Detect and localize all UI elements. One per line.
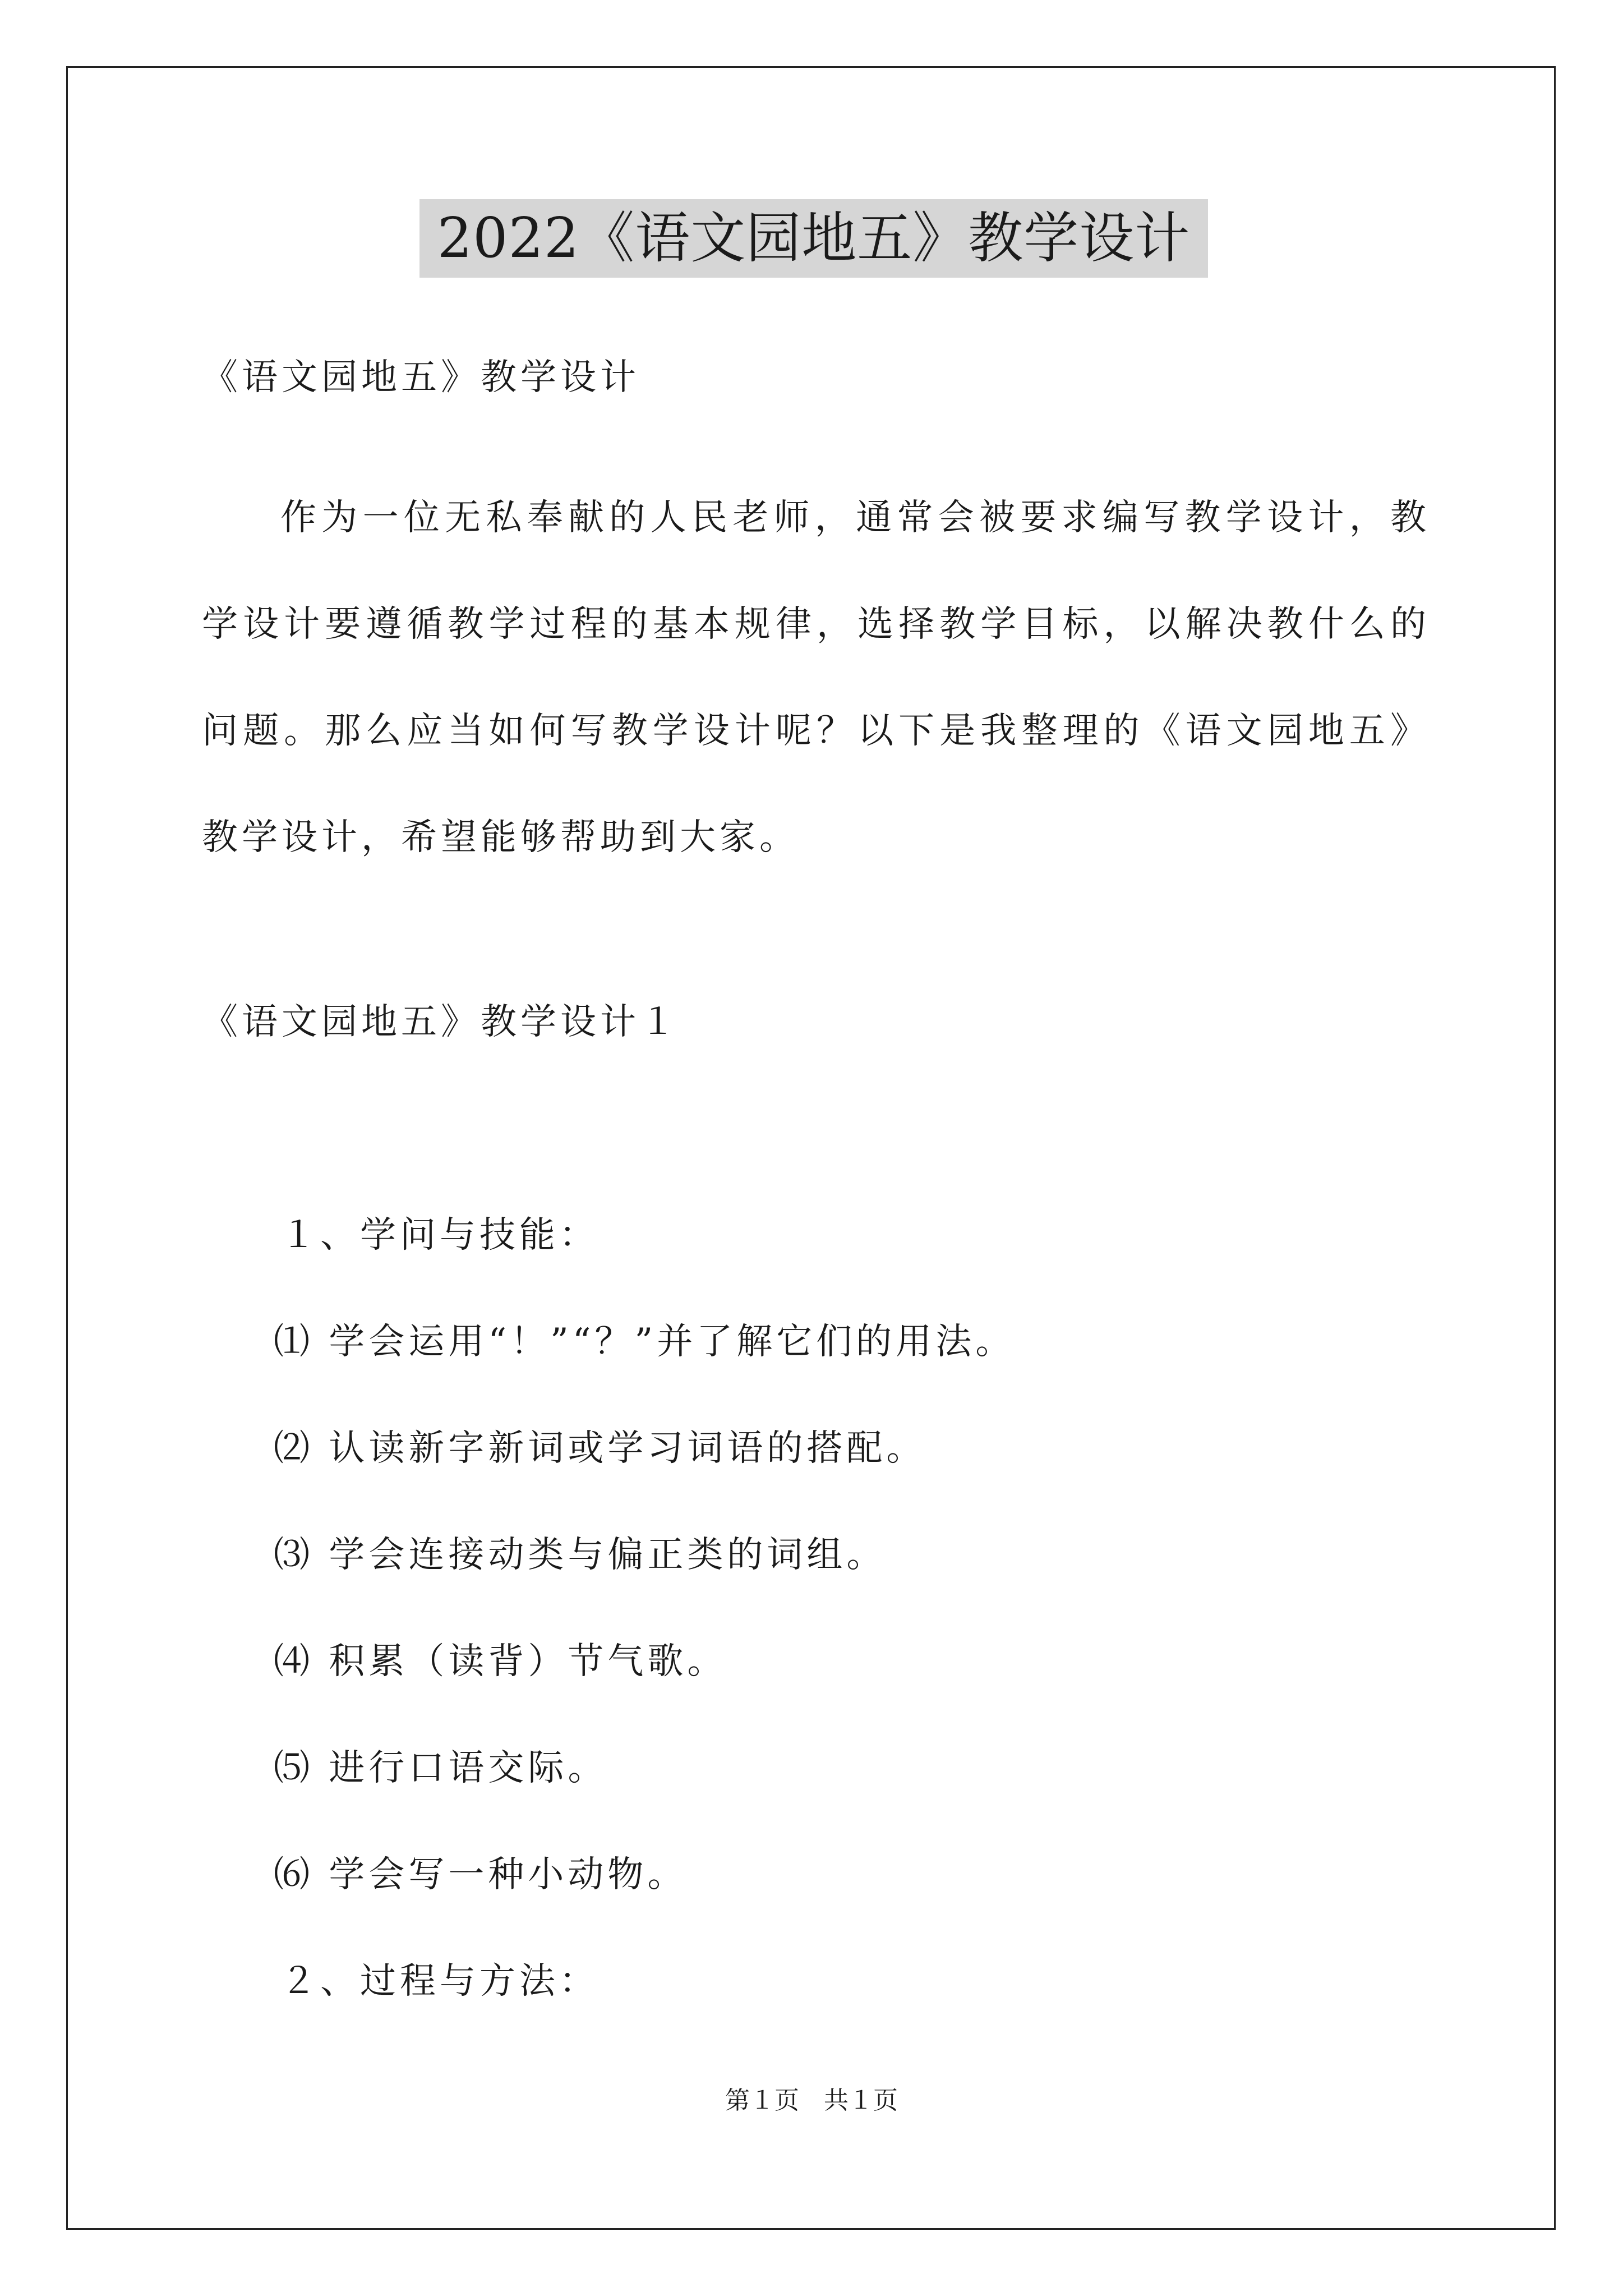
document-subtitle: 《语文园地五》教学设计 [202, 357, 640, 398]
goal-1-item-4: ⑷ 积累（读背）节气歌。 [274, 1641, 727, 1682]
goal-1-heading: １、学问与技能： [280, 1214, 599, 1256]
goal-1-item-5: ⑸ 进行口语交际。 [274, 1747, 608, 1789]
goal-1-item-3: ⑶ 学会连接动类与偏正类的词组。 [274, 1534, 887, 1576]
goal-2-heading: ２、过程与方法： [280, 1961, 599, 2002]
page-footer: 第１页 共１页 [725, 2086, 898, 2115]
document-title: 2022《语文园地五》教学设计 [419, 199, 1208, 278]
intro-paragraph: 作为一位无私奉献的人民老师，通常会被要求编写教学设计，教学设计要遵循教学过程的基本规律，选择教学目标，以解决教什么的问题。那么应当如何写教学设计呢？以下是我整理的《语文园地五》教学设计，希望能够帮助到大家。 [202, 497, 1430, 858]
goal-1-item-6: ⑹ 学会写一种小动物。 [274, 1854, 688, 1895]
section-heading: 《语文园地五》教学设计１ [202, 1001, 680, 1043]
goal-1-item-2: ⑵ 认读新字新词或学习词语的搭配。 [274, 1428, 926, 1469]
goal-1-item-1: ⑴ 学会运用“！”“？”并了解它们的用法。 [274, 1321, 1016, 1363]
